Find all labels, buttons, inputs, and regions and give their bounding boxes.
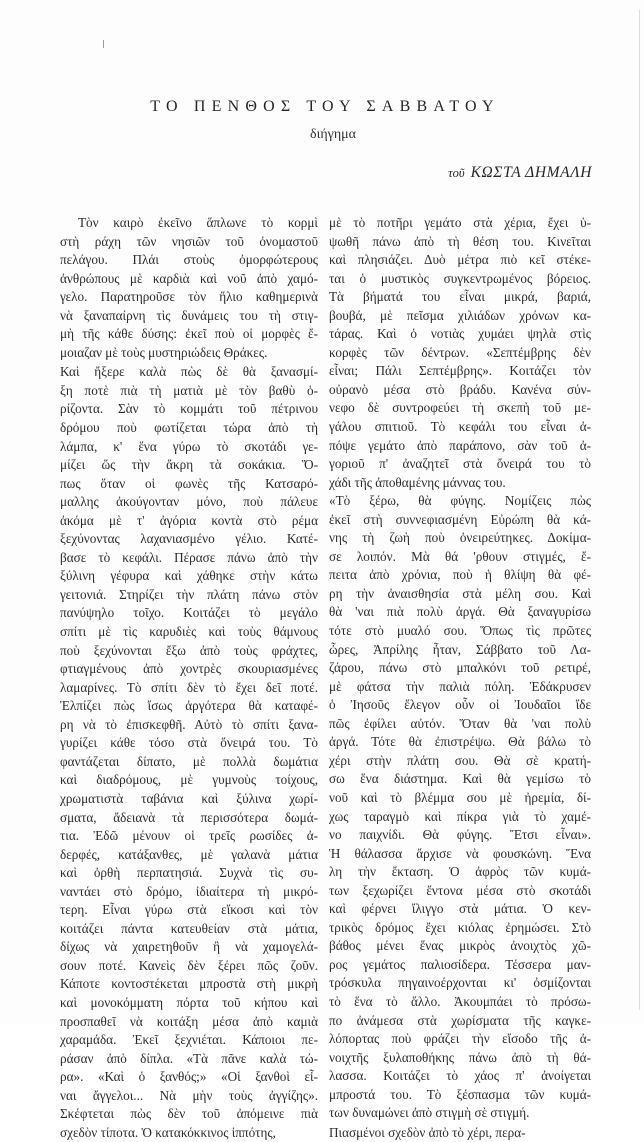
text-line: καὶ ὀρθὴ περπατησιά. Συχνὰ τὶς συ- — [60, 865, 318, 881]
text-line: πως ὅταν οἱ φωνὲς τῆς Κατσαρό- — [60, 475, 318, 491]
print-mark — [103, 40, 104, 48]
text-line: ἐκεῖ στὴ συννεφιασμένη Εὐρώπη θὰ κά- — [329, 511, 591, 527]
text-line: κορφὲς τῶν δέντρων. «Σεπτέμβρης δὲν — [329, 344, 591, 360]
text-line: νοῦ καὶ τὸ βλέμμα σου μὲ ἠρεμία, δί- — [329, 789, 591, 805]
text-line: μίζει ὥς τὴν ἄκρη τὰ σοκάκια. Ὅ- — [60, 457, 318, 473]
text-line: ναντάει στὸ δρόμο, ἰδιαίτερα τὴ μικρό- — [60, 883, 318, 899]
text-line: σω ἕνα διάστημα. Καὶ θὰ γεμίσω τὸ — [329, 771, 591, 787]
text-line: των ξεχωρίζει ἔντονα μέσα στὸ σκοτάδι — [329, 882, 591, 898]
text-line: ἀργά. Τότε θὰ ἐπιστρέψω. Θὰ βάλω τὸ — [329, 734, 591, 750]
text-line: σε λοιπόν. Μὰ θά 'ρθουν στιγμές, ἔ- — [329, 548, 591, 564]
text-line: ρίζοντα. Σὰν τὸ κομμάτι τοῦ πέτρινου — [60, 401, 318, 417]
text-line: οὐρανὸ μέσα στὸ βράδυ. Κανένα σύν- — [329, 381, 591, 397]
text-line: σχεδὸν τίποτα. Ὁ κατακόκκινος ἱππότης, — [60, 1124, 276, 1140]
text-line: τερη. Εἶναι γύρω στὰ εἴκοσι καὶ τὸν — [60, 902, 318, 918]
text-line: νο παιχνίδι. Θὰ φύγης. Ἔτσι εἶναι». — [329, 827, 591, 843]
text-line: νοιχτῆς ξυλαποθήκης πάνω ἀπὸ τὴ θά- — [329, 1049, 591, 1065]
text-line: τὸ ἕνα τὸ ἄλλο. Ἀκουμπάει τὸ πρόσω- — [329, 993, 591, 1009]
page-edge — [639, 10, 640, 1010]
text-line: τια. Ἐδῶ μένουν οἱ τρεῖς ρωσίδες ἀ- — [60, 828, 318, 844]
text-line: γάλου σπιτιοῦ. Τὸ κεφάλι του εἶναι ἀ- — [329, 419, 591, 435]
article-subtitle: διήγημα — [309, 127, 357, 142]
text-line: χως ταραγμὸ καὶ πίκρα γιὰ τὸ χαμέ- — [329, 808, 591, 824]
text-line: γελο. Παρατηροῦσε τὸν ἥλιο καθημερινὰ — [60, 289, 318, 305]
text-line: μοιαζαν μὲ τοὺς μυστηριώδεις Θράκες. — [60, 344, 268, 360]
text-line: μὲ τὸ ποτῆρι γεμάτο στὰ χέρια, ἔχει ὑ- — [329, 215, 591, 230]
text-line: πο ἀνάμεσα στὰ χωρίσματα τῆς καγκε- — [329, 1012, 591, 1028]
text-line: καὶ μονοκόμματη πόρτα τοῦ κήπου καὶ — [60, 994, 318, 1010]
text-line: ψωθῆ πάνω ἀπὸ τὴ θέση του. Κινεῖται — [329, 233, 591, 249]
text-line: ὁ Ἰησοῦς ἔλεγον οὖν οἱ Ἰουδαῖοι ἴδε — [329, 697, 591, 713]
text-line: στὴ ράχη τῶν νησιῶν τοῦ ὀνομαστοῦ — [60, 233, 318, 249]
text-line: «Τὸ ξέρω, θὰ φύγης. Νομίζεις πὼς — [329, 493, 591, 509]
text-line: δρόμου ποὺ φωτίζεται τώρα ἀπὸ τὴ — [60, 420, 318, 436]
text-line: χέρι στὴν πλάτη σου. Θὰ σὲ κρατή- — [329, 752, 591, 768]
text-line: ται ὁ μυστικὸς συγκεντρωμένος βόρειος. — [329, 270, 591, 286]
text-line: χαραμάδα. Ἐκεῖ ξεχνιέται. Κάποιοι πε- — [60, 1032, 318, 1048]
text-line: λάμπα, κ' ἕνα γύρω τὸ σκοτάδι γε- — [60, 438, 318, 454]
text-line: χρωματιστὰ ταβάνια καὶ ξύλινα χωρί- — [60, 790, 318, 806]
text-column-left — [60, 214, 318, 1142]
text-line: νης τὴ ζωὴ ποὺ ὀνειρεύτηκες. Δοκίμα- — [329, 530, 591, 546]
text-line: δερφές, κατάξανθες, μὲ γαλανὰ μάτια — [60, 846, 318, 862]
text-line: ἀνθρώπους μὲ καρδιὰ καὶ νοῦ ἀπὸ χαμό- — [60, 270, 318, 286]
text-line: λασσα. Κοιτάζει τὸ χάος π' ἀνοίγεται — [329, 1068, 591, 1084]
text-line: καὶ πλησιάζει. Δυὸ μέτρα πιὸ κεῖ στέκε- — [329, 252, 591, 268]
text-line: ράσαν ἀπὸ δίπλα. «Τὰ πᾶνε καλὰ τώ- — [60, 1050, 318, 1066]
text-line: Τὰ βήματά του εἶναι μικρά, βαριά, — [329, 289, 591, 305]
text-line: Πιασμένοι σχεδὸν ἀπὸ τὸ χέρι, περα- — [329, 1124, 526, 1140]
text-line: ξη ποτὲ πιὰ τὴ ματιὰ μὲ τὸν βαθὺ ὁ- — [60, 382, 318, 398]
text-line: βάθος μένει ἕνας μικρὸς ἀνοιχτὸς χῶ- — [329, 938, 591, 954]
text-line: τάρας. Καὶ ὁ νοτιὰς χυμάει ψηλὰ στὶς — [329, 326, 591, 342]
text-line: ρη τὴν ἀναισθησία στὰ μέλη σου. Καὶ — [329, 585, 591, 601]
text-line: των δυναμώνει ἀπὸ στιγμὴ σὲ στιγμή. — [329, 1105, 530, 1121]
text-line: καὶ φέρνει ἴλιγγο στὰ μάτια. Ὁ κεν- — [329, 901, 591, 917]
text-line: ζάρου, πάνω στὸ μπαλκόνι τοῦ ρετιρέ, — [329, 660, 591, 676]
text-line: καὶ διαδρόμους, μὲ γυμνοὺς τοίχους, — [60, 772, 318, 788]
text-line: ρος γεμάτος παλιοσίδερα. Τέσσερα μαν- — [329, 956, 591, 972]
text-line: Καὶ ἤξερε καλὰ πὼς δὲ θὰ ξανασμί- — [60, 364, 318, 380]
text-line: νὰ ξαναπαίρνη τὶς δυνάμεις του τὴ στιγ- — [60, 307, 318, 323]
text-line: ναι ἄγγελοι... Νὰ μὴν τοὺς ἀγγίζης». — [60, 1087, 318, 1103]
text-column-right — [329, 214, 591, 1142]
text-line: Ἐλπίζει πὼς ἴσως ἀργότερα θὰ καταφέ- — [60, 698, 318, 714]
text-line: ποὺ ξεχύνονται ἔξω ἀπὸ τοὺς φράχτες, — [60, 642, 318, 658]
text-line: ξεχύνοντας λαχανιασμένο γέλιο. Κατέ- — [60, 531, 318, 547]
text-line: γοριοῦ π' ἀναζητεῖ στὰ ὄνειρά του τὸ — [329, 456, 591, 472]
text-line: μὴ τῆς κάθε δύσης: ἐκεῖ ποὺ οἱ μορφὲς ἔ- — [60, 326, 318, 342]
text-line: πῶς ἐφίλει αὐτόν. Ὅταν θὰ 'ναι πολὺ — [329, 715, 591, 731]
text-line: βασε τὸ κεφάλι. Πέρασε πάνω ἀπὸ τὴν — [60, 549, 318, 565]
text-line: λαμαρίνες. Τὸ σπίτι δὲν τὸ ἔχει δεῖ ποτέ. — [60, 679, 318, 695]
text-line: Τὸν καιρὸ ἐκεῖνο ἅπλωνε τὸ κορμὶ — [78, 215, 318, 230]
text-line: πειτα ἀπὸ χρόνια, ποὺ ἡ θλίψη θὰ φέ- — [329, 567, 591, 583]
article-byline — [448, 164, 592, 182]
text-line: σματα, ἄδειανὰ τὰ περισσότερα δωμά- — [60, 809, 318, 825]
text-line: ρα». «Καὶ ὁ ξανθός;» «Οἱ ξανθοὶ εἶ- — [60, 1069, 318, 1085]
byline-prefix: τοῦ — [448, 166, 465, 180]
author-name: ΚΩΣΤΑ ΔΗΜΑΛΗ — [470, 164, 592, 181]
text-line: χάδι τῆς ἀποθαμένης μάννας του. — [329, 474, 506, 490]
text-line: ἀκόμα μὲ τ' ἀγόρια κοντὰ στὸ ρέμα — [60, 512, 318, 528]
text-line: τρικὸς δρόμος ἔχει κιόλας ἐρημώσει. Στὸ — [329, 919, 591, 935]
text-line: λη τὴν ἔκταση. Ὁ ἀφρὸς τῶν κυμά- — [329, 864, 591, 880]
article-title: ΤΟ ΠΕΝΘΟΣ ΤΟΥ ΣΑΒΒΑΤΟΥ — [150, 98, 500, 115]
text-line: προσπαθεῖ νὰ κοιτάξη μέσα ἀπὸ καμιὰ — [60, 1013, 318, 1029]
text-line: θὰ 'ναι πιὰ πολὺ ἀργά. Θὰ ξαναγυρίσω — [329, 604, 591, 620]
text-line: Κάποτε κοντοστέκεται μπροστὰ στὴ μικρὴ — [60, 976, 318, 992]
text-line: κοιτάζει πάντα κατευθείαν στὰ μάτια, — [60, 920, 318, 936]
text-line: μὲ φάτσα τὴν παλιὰ πόλη. Ἐδάκρυσεν — [329, 678, 591, 694]
text-line: εἶναι; Πάλι Σεπτέμβρης». Κοιτάζει τὸν — [329, 363, 591, 379]
text-line: μπροστά του. Τὸ ξέσπασμα τῶν κυμά- — [329, 1086, 591, 1102]
text-line: πόψε γεμάτο ἀπὸ παράπονο, σὰν τοῦ ἀ- — [329, 437, 591, 453]
text-line: ξύλινη γέφυρα καὶ χάθηκε στὴν κάτω — [60, 568, 318, 584]
text-line: τρόσκυλα πηγαινοέρχονται κι' ὀσμίζονται — [329, 975, 591, 991]
text-line: γυρίζει κάθε τόσο στὰ ὄνειρά του. Τὸ — [60, 735, 318, 751]
text-line: ρη νὰ τὸ ἐπισκεφθῆ. Αὐτὸ τὸ σπίτι ξανα- — [60, 716, 318, 732]
text-line: πανύψηλο τοῖχο. Κοιτάζει τὸ μεγάλο — [60, 605, 318, 621]
text-line: σουν ποτέ. Κανεὶς δὲν ξέρει πῶς ζοῦν. — [60, 957, 318, 973]
text-line: βουβά, μὲ πεῖσμα χιλιάδων χρόνων κα- — [329, 307, 591, 323]
text-line: λόπορτας ποὺ φράζει τὴν εἴσοδο τῆς ἀ- — [329, 1031, 591, 1047]
text-line: νεφο δὲ συντροφεύει τὴ σκεπὴ τοῦ με- — [329, 400, 591, 416]
text-line: Σκέφτεται πὼς δὲν τοῦ ἀπόμεινε πιὰ — [60, 1106, 318, 1122]
text-line: γειτονιά. Στηρίζει τὴν πλάτη πάνω στὸν — [60, 586, 318, 602]
text-line: σπίτι μὲ τὶς καρυδιὲς καὶ τοὺς θάμνους — [60, 624, 318, 640]
text-line: μαλλης ἀκούγονταν μόνο, ποὺ πάλευε — [60, 494, 318, 510]
text-line: φτιαγμένους ἀπὸ χοντρὲς σκουριασμένες — [60, 661, 318, 677]
text-line: φαντάζεται δίπατο, μὲ πολλὰ δωμάτια — [60, 753, 318, 769]
text-line: Ἡ θάλασσα ἄρχισε νὰ φουσκώνη. Ἕνα — [329, 845, 591, 861]
text-line: ὧρες, Ἀπρίλης ἦταν, Σάββατο τοῦ Λα- — [329, 641, 591, 657]
text-line: δίχως νὰ χαιρετηθοῦν ἢ νὰ χαμογελά- — [60, 939, 318, 955]
text-line: πελάγου. Πλάι στοὺς ὀμορφώτερους — [60, 252, 318, 268]
text-line: τότε στὸ μυαλό σου. Ὅπως τὶς πρῶτες — [329, 623, 591, 639]
